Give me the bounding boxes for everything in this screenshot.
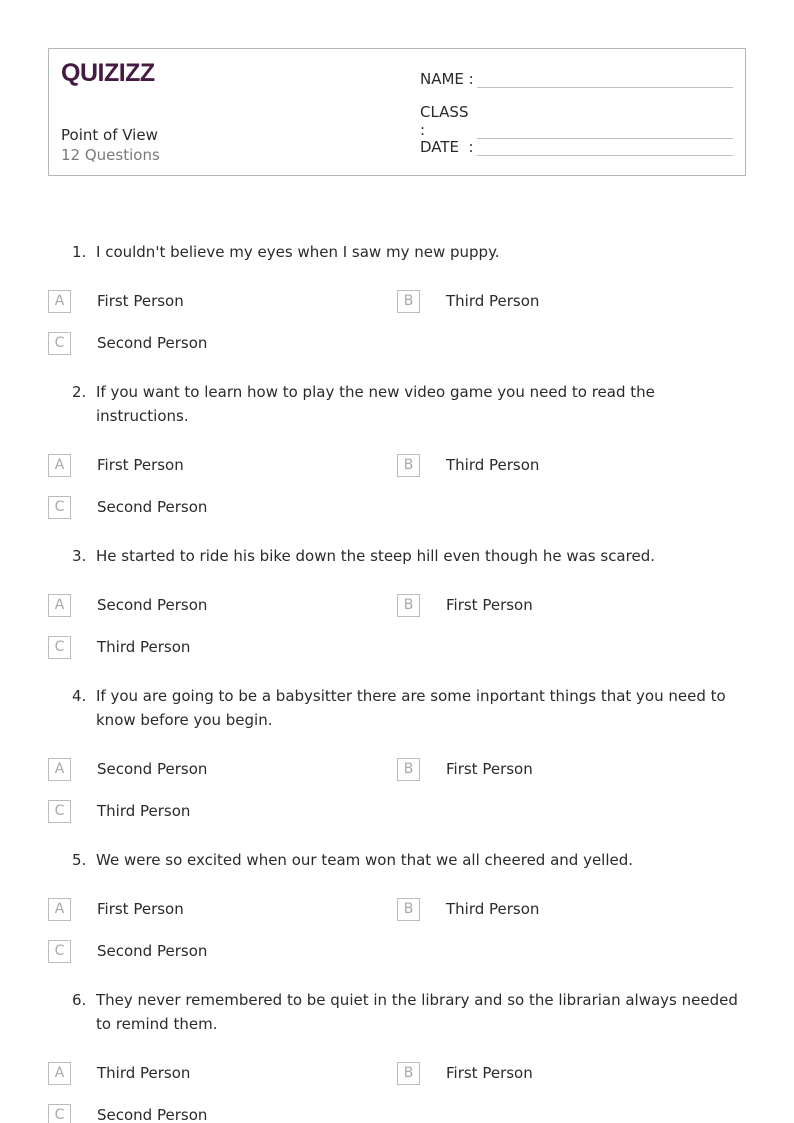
question-block [48,848,748,972]
option-text: Second Person [97,760,208,778]
option-b[interactable] [397,584,746,626]
question-block [48,684,748,832]
option-text: First Person [97,456,184,474]
option-text: First Person [446,596,533,614]
option-letter-box[interactable]: B [397,898,420,921]
option-text: First Person [446,760,533,778]
date-label: DATE : [420,138,474,156]
option-text: First Person [97,292,184,310]
option-b[interactable] [397,888,746,930]
question-number: 2. [72,383,87,401]
question-block [48,240,748,364]
option-letter-box[interactable]: A [48,898,71,921]
question-number: 1. [72,243,87,261]
option-letter-box[interactable]: A [48,594,71,617]
question-number: 3. [72,547,87,565]
option-a[interactable] [48,584,397,626]
question-text: If you want to learn how to play the new video game you need to read the instructions. [96,383,655,425]
question-block [48,544,748,668]
option-a[interactable] [48,444,397,486]
question [48,544,748,568]
option-letter-box[interactable]: C [48,1104,71,1123]
question-text: If you are going to be a babysitter there are some inportant things that you need to know before you begin. [96,687,726,729]
name-field[interactable] [420,69,733,88]
option-c[interactable] [48,486,397,528]
question-text: He started to ride his bike down the steep hill even though he was scared. [96,547,655,565]
option-b[interactable] [397,280,746,322]
option-c[interactable] [48,1094,397,1123]
option-text: First Person [97,900,184,918]
options [48,584,748,668]
question [48,380,748,428]
question [48,684,748,732]
option-text: Second Person [97,942,208,960]
worksheet-title: Point of View [61,126,158,144]
options [48,280,748,364]
options [48,1052,748,1123]
date-field[interactable] [420,137,733,156]
option-letter-box[interactable]: B [397,758,420,781]
question-number: 4. [72,687,87,705]
option-b[interactable] [397,444,746,486]
option-a[interactable] [48,280,397,322]
class-field[interactable] [420,103,733,139]
name-label: NAME : [420,70,474,88]
question-list [48,240,748,1123]
option-letter-box[interactable]: A [48,454,71,477]
question [48,988,748,1036]
quizizz-logo: QUIZIZZ [61,59,155,87]
option-letter-box[interactable]: B [397,1062,420,1085]
question-text: I couldn't believe my eyes when I saw my new puppy. [96,243,500,261]
option-letter-box[interactable]: B [397,594,420,617]
option-letter-box[interactable]: A [48,290,71,313]
question [48,240,748,264]
name-line[interactable] [477,69,733,88]
option-text: Third Person [446,900,540,918]
option-text: Third Person [97,638,191,656]
option-letter-box[interactable]: C [48,496,71,519]
option-letter-box[interactable]: C [48,636,71,659]
question-number: 6. [72,991,87,1009]
question [48,848,748,872]
option-text: Second Person [97,334,208,352]
option-a[interactable] [48,748,397,790]
option-letter-box[interactable]: C [48,940,71,963]
option-a[interactable] [48,888,397,930]
option-text: Third Person [446,292,540,310]
options [48,444,748,528]
option-text: Third Person [446,456,540,474]
option-a[interactable] [48,1052,397,1094]
option-c[interactable] [48,790,397,832]
option-text: Second Person [97,498,208,516]
option-b[interactable] [397,1052,746,1094]
question-text: We were so excited when our team won that we all cheered and yelled. [96,851,634,869]
option-c[interactable] [48,626,397,668]
option-letter-box[interactable]: C [48,800,71,823]
options [48,748,748,832]
option-c[interactable] [48,322,397,364]
question-text: They never remembered to be quiet in the library and so the librarian always needed to remind them. [96,991,738,1033]
question-count: 12 Questions [61,146,160,164]
option-b[interactable] [397,748,746,790]
date-line[interactable] [477,137,733,156]
options [48,888,748,972]
class-label: CLASS : [420,103,469,139]
option-text: Third Person [97,802,191,820]
worksheet-header [48,48,746,176]
option-text: First Person [446,1064,533,1082]
option-letter-box[interactable]: B [397,290,420,313]
option-text: Second Person [97,1106,208,1123]
option-letter-box[interactable]: B [397,454,420,477]
question-block [48,988,748,1123]
option-c[interactable] [48,930,397,972]
option-letter-box[interactable]: A [48,758,71,781]
question-number: 5. [72,851,87,869]
option-text: Third Person [97,1064,191,1082]
option-text: Second Person [97,596,208,614]
question-block [48,380,748,528]
option-letter-box[interactable]: A [48,1062,71,1085]
option-letter-box[interactable]: C [48,332,71,355]
